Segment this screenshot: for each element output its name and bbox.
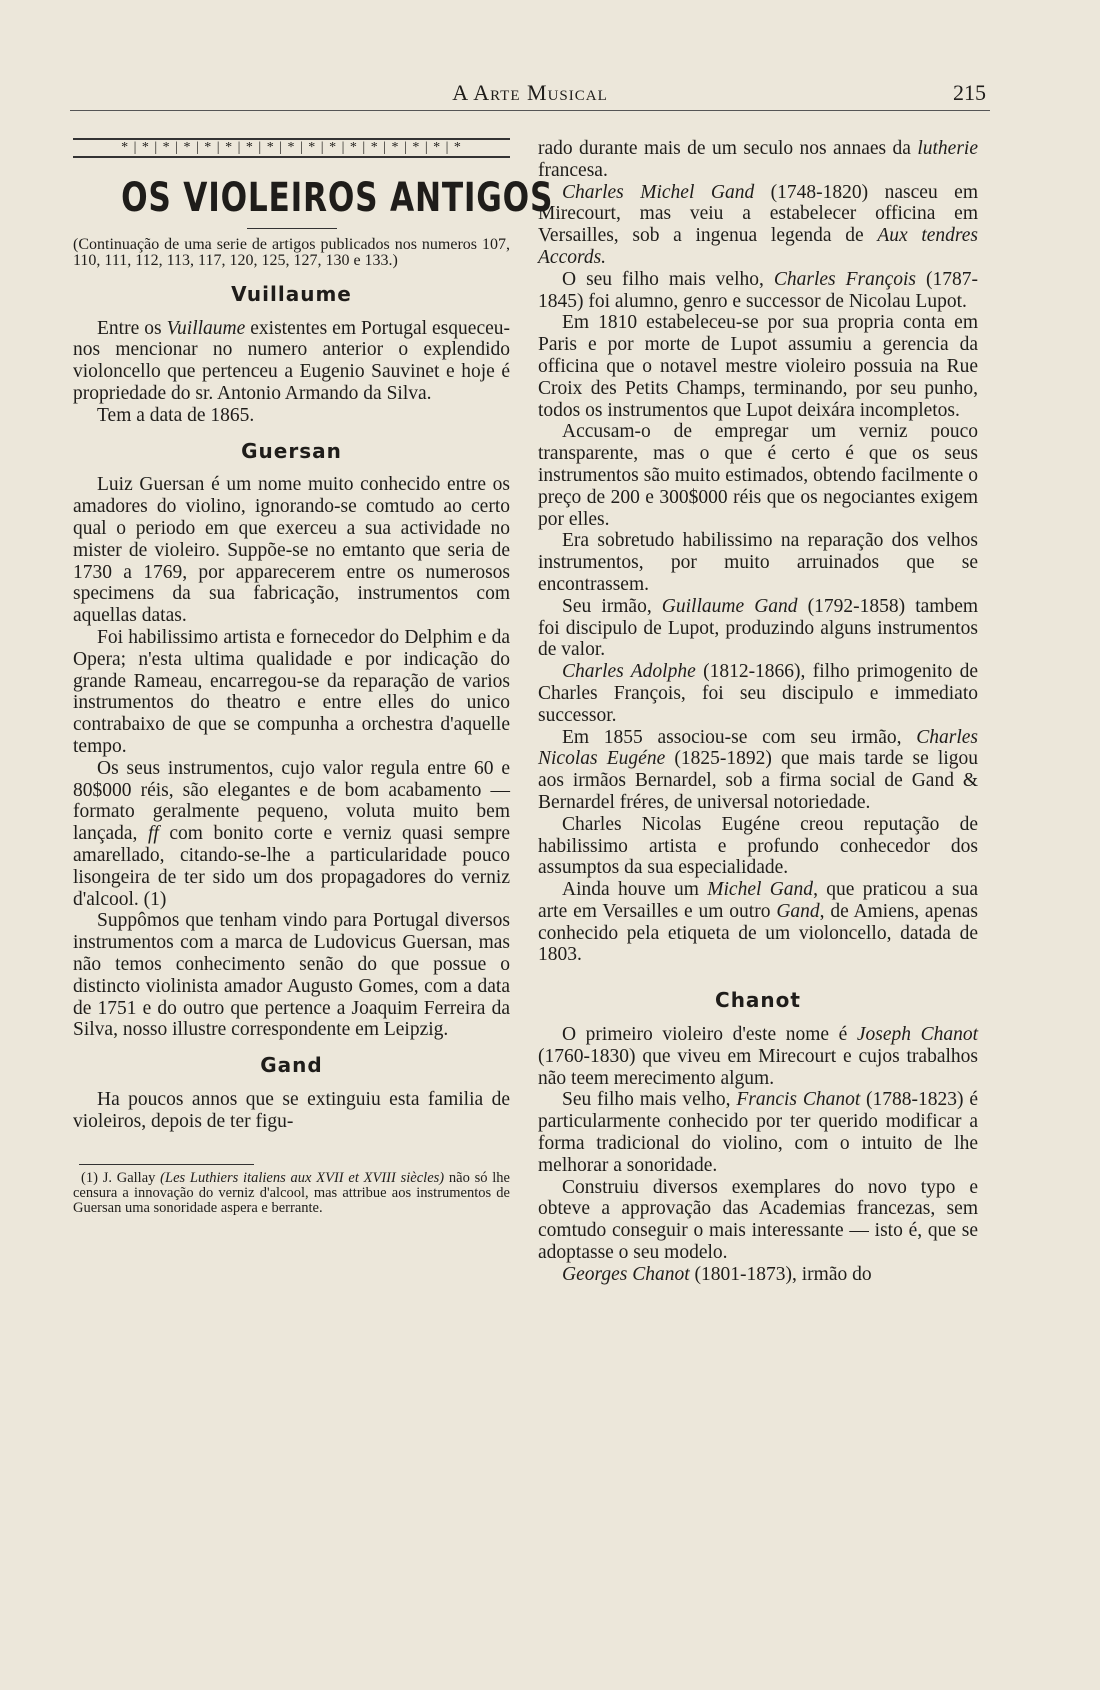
article-intro: (Continuação de uma serie de artigos publicados nos numeros 107, 110, 111, 112, 113, 117, 120, 125, 127, 130 e 133.) xyxy=(73,235,510,270)
paragraph: Georges Chanot (1801-1873), irmão do xyxy=(562,1263,872,1285)
article-title: OS VIOLEIROS ANTIGOS xyxy=(121,175,554,221)
footnote-rule xyxy=(79,1164,254,1165)
section-heading-vuillaume: Vuillaume xyxy=(231,281,352,306)
ornamental-border: * | * | * | * | * | * | * | * | * | * | * | * | * | * | * | * | * xyxy=(73,138,510,158)
paragraph: O primeiro violeiro d'este nome é Joseph Chanot (1760-1830) que viveu em Mirecourt e cujos trabalhos não teem merecimento algum. xyxy=(538,1024,979,1089)
paragraph: O seu filho mais velho, Charles François (1787-1845) foi alumno, genro e successor de Nicolau Lupot. xyxy=(538,268,978,312)
section-heading-guersan: Guersan xyxy=(241,438,342,463)
paragraph: Charles Adolphe (1812-1866), filho primogenito de Charles François, foi seu discipulo e immediato successor. xyxy=(538,661,978,726)
paragraph: Suppômos que tenham vindo para Portugal diversos instrumentos com a marca de Ludovicus Guersan, mas não temos conhecimento senão do que possue o distincto violinista amador Augusto Gomes, com a data de 1751 e do outro que pertence a Joaquim Ferreira da Silva, nosso illustre correspondente em Leipzig. xyxy=(73,910,510,1041)
running-title: A Arte Musical xyxy=(452,80,608,105)
paragraph: Os seus instrumentos, cujo valor regula entre 60 e 80$000 réis, são elegantes e de bom acabamento — formato geralmente pequeno, voluta muito bem lançada, ff com bonito corte e verniz quasi sempre amarellado, citando-se-lhe a particularidade pouco lisongeira de ter sido um dos propagadores do verniz d'alcool. (1) xyxy=(73,757,510,910)
section-heading-chanot: Chanot xyxy=(715,988,801,1013)
paragraph: Tem a data de 1865. xyxy=(97,404,255,426)
paragraph: Entre os Vuillaume existentes em Portugal esqueceu-nos mencionar no numero anterior o explendido violoncello que pertenceu a Eugenio Sauvinet e hoje é propriedade do sr. Antonio Armando da Silva. xyxy=(73,317,510,404)
running-header xyxy=(70,76,990,111)
paragraph: Construiu diversos exemplares do novo typo e obteve a approvação das Academias francezas, sem comtudo conseguir o mais interessante — isto é, que se adoptasse o seu modelo. xyxy=(538,1176,978,1264)
paragraph: Em 1810 estabeleceu-se por sua propria conta em Paris e por morte de Lupot assumiu a gerencia da officina que o notavel mestre violeiro possuia na Rue Croix des Petits Champs, terminando, por seu punho, todos os instrumentos que Lupot deixára incompletos. xyxy=(538,312,978,421)
paragraph: Charles Nicolas Eugéne creou reputação de habilissimo artista e profundo conhecedor dos assumptos da sua especialidade. xyxy=(538,813,978,879)
page-number: 215 xyxy=(953,80,986,105)
paragraph: Ha poucos annos que se extinguiu esta familia de violeiros, depois de ter figu- xyxy=(73,1088,510,1132)
paragraph: Seu filho mais velho, Francis Chanot (1788-1823) é particularmente conhecido por ter querido modificar a forma tradicional do violino, com o intuito de lhe melhorar a sonoridade. xyxy=(538,1089,979,1176)
footnote: (1) J. Gallay (Les Luthiers italiens aux XVII et XVIII siècles) não só lhe censura a innovação do verniz d'alcool, mas attribue aos instrumentos de Guersan uma sonoridade aspera e berrante. xyxy=(73,1170,510,1217)
paragraph: Seu irmão, Guillaume Gand (1792-1858) tambem foi discipulo de Lupot, produzindo alguns instrumentos de valor. xyxy=(538,595,979,661)
section-heading-gand: Gand xyxy=(260,1053,323,1078)
paragraph: Foi habilissimo artista e fornecedor do Delphim e da Opera; n'esta ultima qualidade e por indicação do grande Rameau, encarregou-se da reparação de varios instrumentos do theatro e entre elles do unico contrabaixo de que se compunha a orchestra d'aquelle tempo. xyxy=(73,626,510,757)
left-column xyxy=(73,138,554,1217)
paragraph: Accusam-o de empregar um verniz pouco transparente, mas o que é certo é que os seus instrumentos são muito estimados, obtendo facilmente o preço de 200 e 300$000 réis que os negociantes exigem por elles. xyxy=(538,421,978,530)
paragraph: Em 1855 associou-se com seu irmão, Charles Nicolas Eugéne (1825-1892) que mais tarde se ligou aos irmãos Bernardel, sob a firma social de Gand & Bernardel fréres, de universal notoriedade. xyxy=(538,726,979,813)
paragraph: Era sobretudo habilissimo na reparação dos velhos instrumentos, por muito arruinados que se encontrassem. xyxy=(538,530,978,595)
title-rule xyxy=(247,228,337,229)
paragraph: rado durante mais de um seculo nos annaes da lutherie francesa. xyxy=(538,138,978,181)
right-column xyxy=(538,138,978,1286)
paragraph: Luiz Guersan é um nome muito conhecido entre os amadores do violino, ignorando-se comtudo ao certo qual o periodo em que exerceu a sua actividade no mister de violeiro. Suppõe-se no emtanto que seria de 1730 a 1769, por apparecerem entre os numerosos specimens da sua fabricação, instrumentos com aquellas datas. xyxy=(73,474,510,627)
paragraph: Charles Michel Gand (1748-1820) nasceu em Mirecourt, mas veiu a estabelecer officina em Versailles, sob a ingenua legenda de Aux tendres Accords. xyxy=(538,181,979,268)
paragraph: Ainda houve um Michel Gand, que praticou a sua arte em Versailles e um outro Gand, de Amiens, apenas conhecido pela etiqueta de um violoncello, datada de 1803. xyxy=(538,879,978,966)
